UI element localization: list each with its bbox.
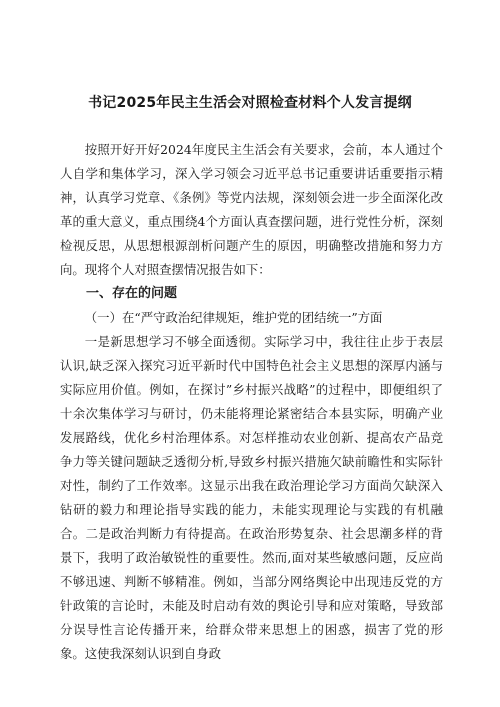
document-body — [60, 138, 443, 666]
section-heading: 一、存在的问题 — [86, 286, 178, 301]
intro-paragraph: 按照开好开好2024年度民主生活会有关要求，会前，本人通过个人自学和集体学习，深入学习领会习近平总书记重要讲话重要指示精神，认真学习党章、《条例》等党内法规，深刻领会进一步全面深化改革的重大意义，重点围绕4个方面认真查摆问题，进行党性分析，深刻检视反思，从思想根源剖析问题产生的原因，明确整改措施和努力方向。现将个人对照查摆情况报告如下： — [60, 142, 443, 277]
subsection-heading: （一）在“严守政治纪律规矩，维护党的团结统一”方面 — [84, 310, 383, 325]
body-paragraph: 一是新思想学习不够全面透彻。实际学习中，我往往止步于表层认识,缺乏深入探究习近平新时代中国特色社会主义思想的深厚内涵与实际应用价值。例如，在探讨”乡村振兴战略”的过程中，即便组织了十余次集体学习与研讨，仍未能将理论紧密结合本县实际，明确产业发展路线，优化乡村治理体系。对怎样推动农业创新、提高农产品竞争力等关键问题缺乏透彻分析,导致乡村振兴措施欠缺前瞻性和实际针对性，制约了工作效率。这显示出我在政治理论学习方面尚欠缺深入钻研的毅力和理论指导实践的能力，未能实现理论与实践的有机融合。二是政治判断力有待提高。在政治形势复杂、社会思潮多样的背景下，我明了政治敏锐性的重要性。然而,面对某些敏感问题，反应尚不够迅速、判断不够精准。例如，当部分网络舆论中出现违反党的方针政策的言论时，未能及时启动有效的舆论引导和应对策略，导致部分误导性言论传播开来，给群众带来思想上的困惑，损害了党的形象。这使我深刻认识到自身政 — [60, 334, 443, 661]
document-title: 书记2025年民主生活会对照检查材料个人发言提纲 — [88, 95, 412, 111]
